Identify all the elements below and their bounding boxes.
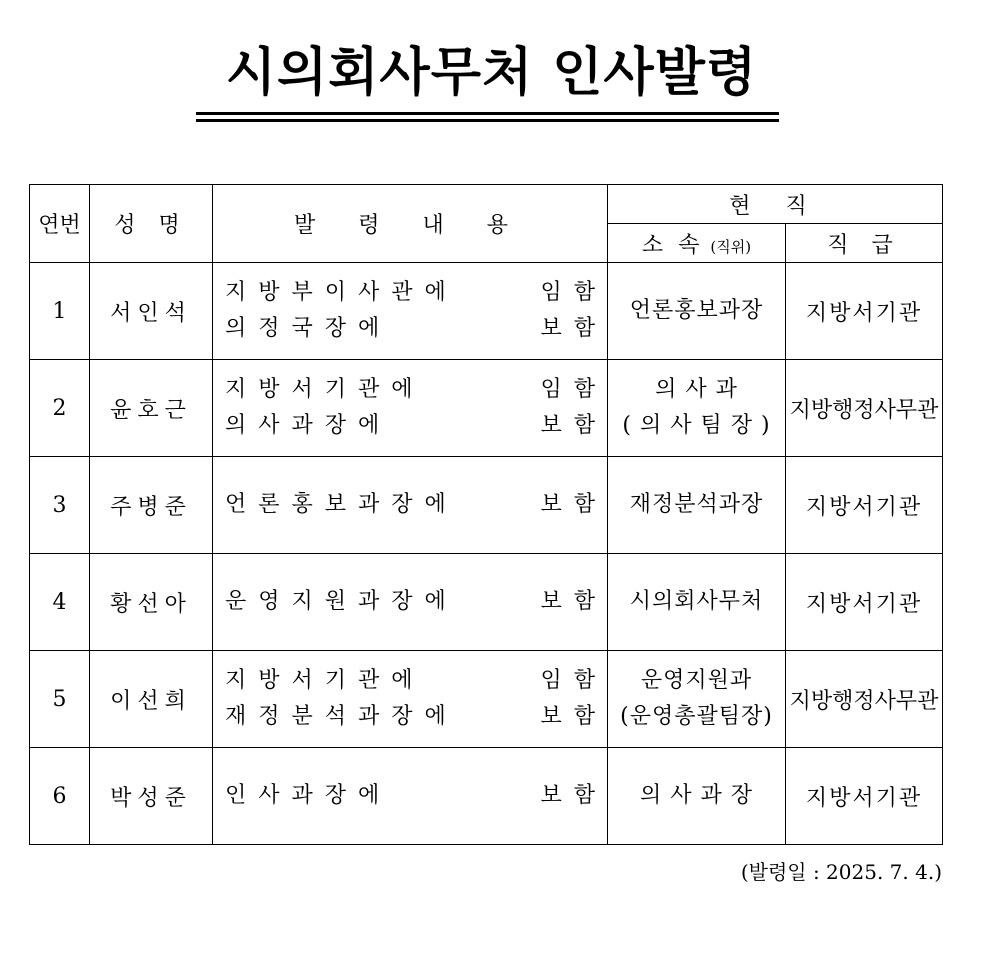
appointment-action: 보함 [540, 413, 607, 438]
appointment-action: 임함 [540, 280, 607, 305]
header-grade-text: 직 급 [827, 232, 901, 258]
table-row [30, 360, 943, 457]
row-number: 2 [30, 360, 90, 457]
person-name: 윤호근 [90, 360, 213, 457]
row-number: 5 [30, 651, 90, 748]
current-department [608, 651, 786, 748]
appointment-action: 보함 [540, 316, 607, 341]
appointment-line [225, 487, 607, 523]
header-no: 연번 [30, 185, 90, 263]
appointment-action: 보함 [540, 589, 607, 614]
appointment-line [225, 372, 607, 408]
header-current [608, 185, 943, 224]
header-dept [608, 224, 786, 263]
appointment-action: 보함 [540, 704, 607, 729]
appointment-target: 의정국장에 [225, 316, 392, 341]
appointment-target: 지방부이사관에 [225, 280, 458, 305]
header-content-text: 발 령 내 용 [294, 213, 526, 238]
appointment-content [213, 457, 608, 554]
header-dept-main: 소 속 [641, 232, 704, 258]
current-department [608, 748, 786, 845]
header-grade [786, 224, 943, 263]
current-department [608, 360, 786, 457]
person-name: 박성준 [90, 748, 213, 845]
appointment-date: (발령일 : 2025. 7. 4.) [740, 860, 942, 884]
row-number: 3 [30, 457, 90, 554]
header-name-text: 성 명 [114, 213, 188, 238]
department-line: 재정분석과장 [629, 492, 764, 517]
appointment-line [225, 584, 607, 620]
appointment-line [225, 699, 607, 735]
table-row [30, 263, 943, 360]
appointment-content [213, 263, 608, 360]
document-title: 시의회사무처 인사발령 [225, 43, 758, 103]
table-body [30, 263, 943, 845]
appointment-action: 보함 [540, 492, 607, 517]
table-row [30, 748, 943, 845]
header-name [90, 185, 213, 263]
current-grade: 지방서기관 [786, 263, 943, 360]
row-number: 4 [30, 554, 90, 651]
appointment-table [29, 184, 943, 845]
appointment-target: 인사과장에 [225, 783, 392, 808]
appointment-line [225, 311, 607, 347]
current-grade: 지방서기관 [786, 554, 943, 651]
header-current-text: 현 직 [729, 193, 821, 219]
appointment-action: 임함 [540, 668, 607, 693]
current-grade: 지방서기관 [786, 748, 943, 845]
appointment-content [213, 651, 608, 748]
appointment-content [213, 554, 608, 651]
appointment-target: 운영지원과장에 [225, 589, 458, 614]
appointment-target: 언론홍보과장에 [225, 492, 458, 517]
person-name: 서인석 [90, 263, 213, 360]
table-row [30, 651, 943, 748]
appointment-content [213, 748, 608, 845]
person-name: 주병준 [90, 457, 213, 554]
row-number: 6 [30, 748, 90, 845]
person-name: 이선희 [90, 651, 213, 748]
department-line: 의 사 과 장 [640, 783, 753, 808]
appointment-line [225, 778, 607, 814]
appointment-target: 지방서기관에 [225, 377, 425, 402]
appointment-action: 보함 [540, 783, 607, 808]
title-double-underline [196, 112, 779, 122]
appointment-content [213, 360, 608, 457]
department-line: 언론홍보과장 [629, 298, 764, 323]
person-name: 황선아 [90, 554, 213, 651]
appointment-target: 지방서기관에 [225, 668, 425, 693]
department-line: 운영지원과 [640, 668, 753, 693]
appointment-target: 재정분석과장에 [225, 704, 458, 729]
department-line: ( 의 사 팀 장 ) [622, 413, 771, 438]
current-department [608, 457, 786, 554]
table-row [30, 554, 943, 651]
current-department [608, 263, 786, 360]
row-number: 1 [30, 263, 90, 360]
appointment-line [225, 663, 607, 699]
header-dept-sub: (직위) [710, 237, 752, 256]
appointment-line [225, 408, 607, 444]
header-content [213, 185, 608, 263]
department-line: (운영총괄팀장) [620, 704, 773, 729]
appointment-line [225, 275, 607, 311]
current-grade: 지방행정사무관 [786, 651, 943, 748]
department-line: 시의회사무처 [629, 589, 764, 614]
current-department [608, 554, 786, 651]
appointment-target: 의사과장에 [225, 413, 392, 438]
appointment-action: 임함 [540, 377, 607, 402]
table-row [30, 457, 943, 554]
current-grade: 지방서기관 [786, 457, 943, 554]
current-grade: 지방행정사무관 [786, 360, 943, 457]
department-line: 의 사 과 [655, 377, 738, 402]
